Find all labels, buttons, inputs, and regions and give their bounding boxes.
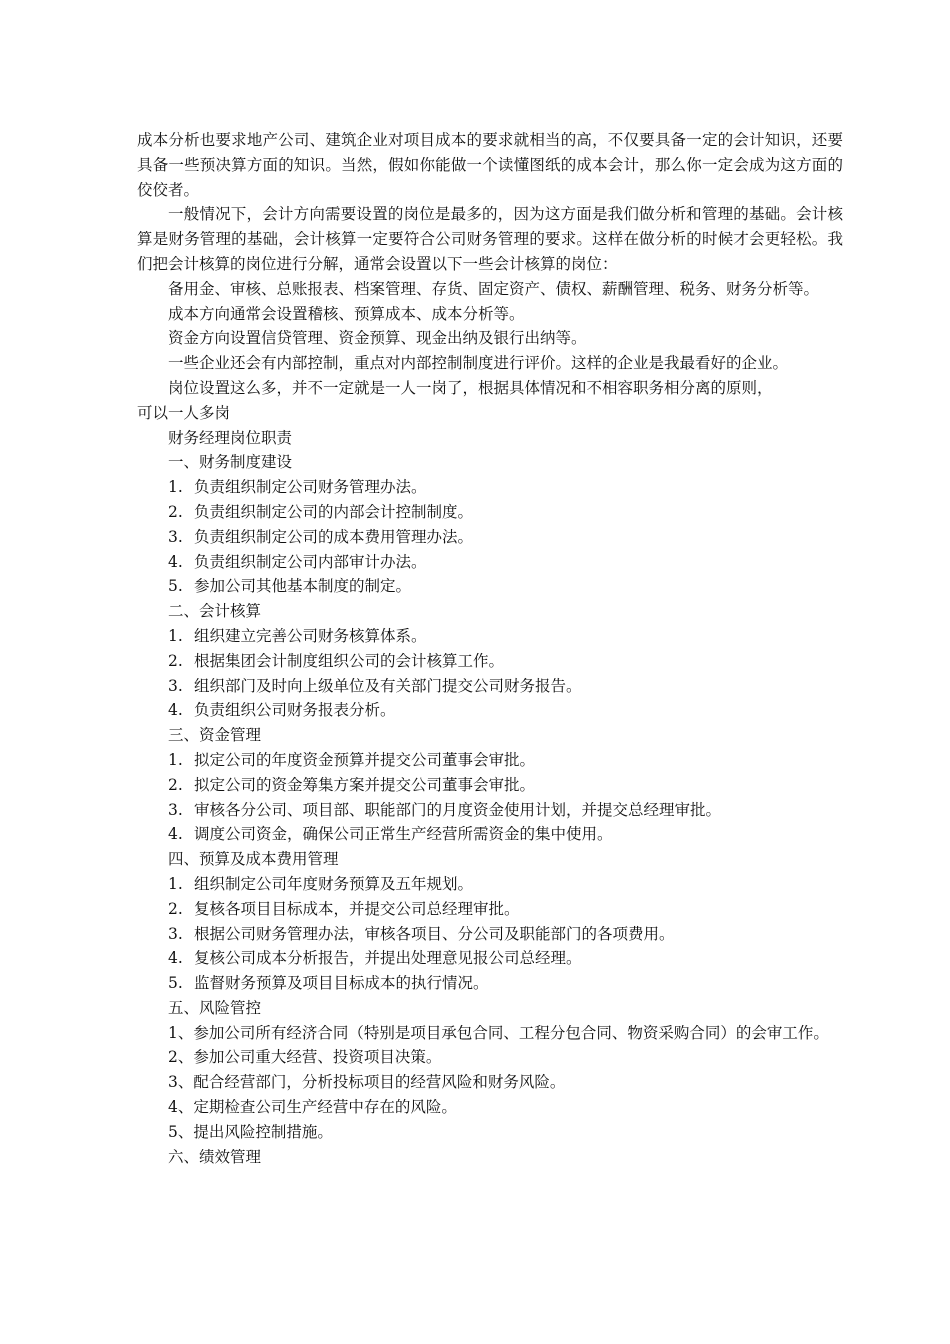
item-text: 组织制定公司年度财务预算及五年规划。 [194,874,474,893]
paragraph-accounting-list: 备用金、审核、总账报表、档案管理、存货、固定资产、债权、薪酬管理、税务、财务分析等。 [168,279,820,298]
section-heading-system: 一、财务制度建设 [168,453,293,472]
item-text: 根据集团会计制度组织公司的会计核算工作。 [194,651,505,670]
item-text: 负责组织制定公司的内部会计控制制度。 [194,502,474,521]
item-number: 1. [168,626,183,645]
item-number: 3. [168,800,183,819]
risk-item: 2、参加公司重大经营、投资项目决策。 [168,1048,442,1067]
list-item [137,922,843,947]
item-text: 监督财务预算及项目目标成本的执行情况。 [194,974,489,993]
item-text: 负责组织制定公司财务管理办法。 [194,478,427,497]
duty-title: 财务经理岗位职责 [168,428,293,447]
item-number: 4. [168,701,183,720]
item-number: 4. [168,552,183,571]
item-number: 1. [168,874,183,893]
item-text: 审核各分公司、项目部、职能部门的月度资金使用计划，并提交总经理审批。 [194,800,722,819]
item-text: 组织部门及时向上级单位及有关部门提交公司财务报告。 [194,676,582,695]
list-item [137,525,843,550]
list-item [137,624,843,649]
item-text: 参加公司其他基本制度的制定。 [194,577,412,596]
section-heading-funds: 三、资金管理 [168,726,262,745]
item-number: 4. [168,949,183,968]
item-text: 拟定公司的年度资金预算并提交公司董事会审批。 [194,750,536,769]
item-number: 3. [168,676,183,695]
paragraph-multi-post: 可以一人多岗 [137,403,231,422]
item-text: 负责组织公司财务报表分析。 [194,701,396,720]
list-item [137,822,843,847]
item-number: 3. [168,924,183,943]
list-item [137,550,843,575]
risk-item: 4、定期检查公司生产经营中存在的风险。 [168,1098,457,1117]
paragraph-internal-control: 一些企业还会有内部控制，重点对内部控制制度进行评价。这样的企业是我最看好的企业。 [168,354,789,373]
paragraph-position-setting: 岗位设置这么多，并不一定就是一人一岗了，根据具体情况和不相容职务相分离的原则， [168,378,773,397]
paragraph-accounting-positions: 一般情况下，会计方向需要设置的岗位是最多的，因为这方面是我们做分析和管理的基础。会计核算是财务管理的基础，会计核算一定要符合公司财务管理的要求。这样在做分析的时候才会更轻松。我们把会计核算的岗位进行分解，通常会设置以下一些会计核算的岗位： [137,205,843,273]
list-item [137,897,843,922]
item-number: 2. [168,775,183,794]
item-text: 根据公司财务管理办法，审核各项目、分公司及职能部门的各项费用。 [194,924,675,943]
item-number: 1. [168,478,183,497]
item-number: 4. [168,825,183,844]
paragraph-cost-direction: 成本方向通常会设置稽核、预算成本、成本分析等。 [168,304,525,323]
list-item [137,698,843,723]
paragraph-cost-analysis: 成本分析也要求地产公司、建筑企业对项目成本的要求就相当的高，不仅要具备一定的会计知识，还要具备一些预决算方面的知识。当然，假如你能做一个读懂图纸的成本会计，那么你一定会成为这方面的佼佼者。 [137,131,843,199]
item-number: 2. [168,502,183,521]
item-text: 组织建立完善公司财务核算体系。 [194,626,427,645]
item-number: 1. [168,750,183,769]
item-text: 复核各项目目标成本，并提交公司总经理审批。 [194,899,520,918]
item-text: 调度公司资金，确保公司正常生产经营所需资金的集中使用。 [194,825,613,844]
section-heading-performance: 六、绩效管理 [168,1147,262,1166]
item-number: 5. [168,974,183,993]
item-number: 2. [168,899,183,918]
list-item [137,649,843,674]
list-item [137,872,843,897]
risk-item: 1、参加公司所有经济合同（特别是项目承包合同、工程分包合同、物资采购合同）的会审工作。 [168,1023,829,1042]
section-heading-risk: 五、风险管控 [168,998,262,1017]
item-number: 3. [168,527,183,546]
list-item [137,773,843,798]
list-item [137,574,843,599]
item-number: 2. [168,651,183,670]
item-text: 负责组织制定公司的成本费用管理办法。 [194,527,474,546]
list-item [137,748,843,773]
list-item [137,475,843,500]
list-item [137,500,843,525]
list-item [137,946,843,971]
list-item [137,674,843,699]
list-item [137,971,843,996]
section-heading-budget: 四、预算及成本费用管理 [168,850,339,869]
paragraph-fund-direction: 资金方向设置信贷管理、资金预算、现金出纳及银行出纳等。 [168,329,587,348]
risk-item: 3、配合经营部门，分析投标项目的经营风险和财务风险。 [168,1073,566,1092]
risk-item: 5、提出风险控制措施。 [168,1122,333,1141]
document-page [137,128,843,1169]
item-number: 5. [168,577,183,596]
list-item [137,798,843,823]
item-text: 拟定公司的资金筹集方案并提交公司董事会审批。 [194,775,536,794]
section-heading-accounting: 二、会计核算 [168,602,262,621]
item-text: 复核公司成本分析报告，并提出处理意见报公司总经理。 [194,949,582,968]
item-text: 负责组织制定公司内部审计办法。 [194,552,427,571]
